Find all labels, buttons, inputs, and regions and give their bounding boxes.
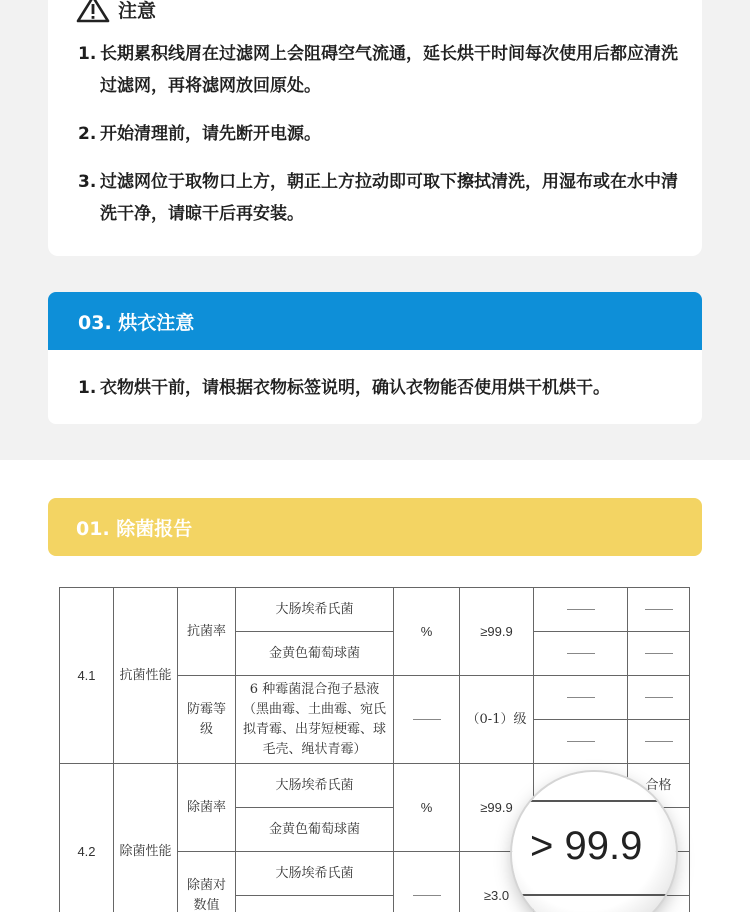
verdict-cell (628, 720, 690, 764)
dash (567, 741, 595, 742)
item-number: 2. (78, 124, 97, 144)
verdict-cell (628, 588, 690, 632)
dash (413, 895, 441, 896)
metric-cell: 除菌对数值 (178, 852, 236, 912)
strain-cell: 金黄色葡萄球菌 (236, 808, 394, 852)
notice-title: 注意 (118, 0, 157, 22)
notice-item (78, 118, 688, 150)
result-cell (534, 588, 628, 632)
result-cell (534, 632, 628, 676)
lens-table-line (512, 800, 676, 802)
result-cell (534, 720, 628, 764)
lens-table-line (512, 894, 676, 896)
report-section-header: 01. 除菌报告 (48, 498, 702, 556)
unit-cell (394, 852, 460, 912)
strain-cell: 大肠埃希氏菌 (236, 764, 394, 808)
requirement-cell: （0-1）级 (460, 676, 534, 764)
notice-item (78, 166, 688, 230)
dash (645, 653, 673, 654)
category-cell: 抗菌性能 (114, 588, 178, 764)
dash (645, 697, 673, 698)
strain-cell (236, 896, 394, 912)
drying-section-body (48, 350, 702, 424)
drying-item (78, 372, 610, 404)
metric-cell: 抗菌率 (178, 588, 236, 676)
strain-cell: 金黄色葡萄球菌 (236, 632, 394, 676)
strain-cell: 6 种霉菌混合孢子悬液（黑曲霉、土曲霉、宛氏拟青霉、出芽短梗霉、球毛壳、绳状青霉） (236, 676, 394, 764)
item-text: 开始清理前，请先断开电源。 (100, 124, 321, 144)
table-row (60, 588, 690, 632)
result-cell (534, 676, 628, 720)
warning-icon (76, 0, 110, 23)
category-cell: 除菌性能 (114, 764, 178, 912)
item-number: 3. (78, 172, 97, 192)
dash (567, 653, 595, 654)
unit-cell: % (394, 588, 460, 676)
dash (413, 719, 441, 720)
notice-header (76, 0, 156, 24)
item-id: 4.2 (60, 764, 114, 912)
item-text: 衣物烘干前，请根据衣物标签说明，确认衣物能否使用烘干机烘干。 (100, 378, 610, 398)
verdict-cell (628, 676, 690, 720)
strain-cell: 大肠埃希氏菌 (236, 852, 394, 896)
notice-card (48, 0, 702, 256)
requirement-cell: ≥3.0 (460, 852, 534, 912)
item-number: 1. (78, 378, 97, 398)
metric-cell: 防霉等级 (178, 676, 236, 764)
dash (645, 741, 673, 742)
requirement-cell: ≥99.9 (460, 588, 534, 676)
item-text: 长期累积线屑在过滤网上会阻碍空气流通，延长烘干时间每次使用后都应清洗过滤网，再将滤网放回原处。 (100, 44, 678, 96)
verdict-cell (628, 632, 690, 676)
unit-cell: % (394, 764, 460, 852)
dash (645, 609, 673, 610)
strain-cell: 大肠埃希氏菌 (236, 588, 394, 632)
unit-cell (394, 676, 460, 764)
dash (567, 697, 595, 698)
requirement-cell: ≥99.9 (460, 764, 534, 852)
dash (567, 609, 595, 610)
item-text: 过滤网位于取物口上方，朝正上方拉动即可取下擦拭清洗，用湿布或在水中清洗干净，请晾干后再安装。 (100, 172, 678, 224)
metric-cell: 除菌率 (178, 764, 236, 852)
item-number: 1. (78, 44, 97, 64)
notice-list (78, 38, 688, 246)
drying-section-header: 03. 烘衣注意 (48, 292, 702, 350)
notice-item (78, 38, 688, 102)
magnified-value: > 99.9 (530, 824, 643, 868)
item-id: 4.1 (60, 588, 114, 764)
verdict-cell: 合格 (628, 764, 690, 808)
